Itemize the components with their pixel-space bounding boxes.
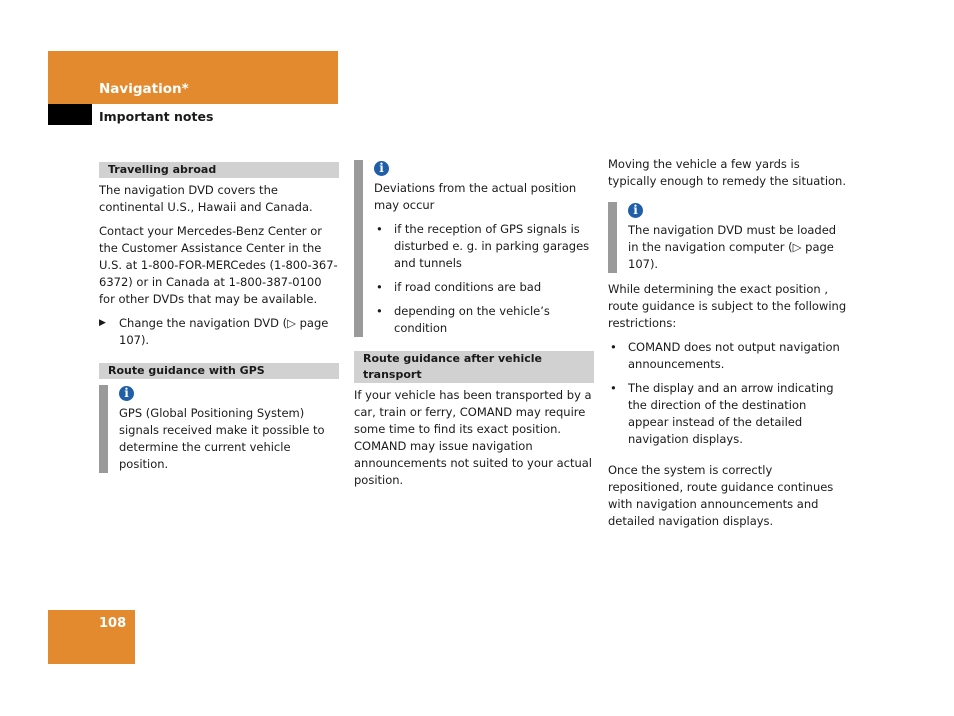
info-note [99, 385, 339, 473]
info-text: The navigation DVD must be loaded in the navigation computer (▷ page 107). [628, 223, 837, 271]
chapter-title: Navigation* [99, 81, 189, 97]
list-item: • if the reception of GPS signals is disturbed e. g. in parking garages and tunnels [374, 221, 594, 272]
column-left [99, 162, 339, 481]
column-right [608, 156, 848, 537]
header-bar [48, 51, 338, 104]
section-heading-travelling-abroad: Travelling abroad [99, 162, 339, 178]
paragraph: Contact your Mercedes-Benz Center or the Customer Assistance Center in the U.S. at 1-800-FOR-MERCedes (1-800-367-6372) or in Canada at 1-800-387-0100 for other DVDs that may be available. [99, 224, 338, 306]
info-text: Deviations from the actual position may occur [374, 181, 577, 212]
bullet-list [374, 221, 594, 337]
list-item: • COMAND does not output navigation announcements. [608, 339, 848, 373]
list-item: • The display and an arrow indicating the direction of the destination appear instead of the detailed navigation displays. [608, 380, 848, 448]
section-heading-route-guidance-gps: Route guidance with GPS [99, 363, 339, 379]
info-icon: i [628, 203, 643, 218]
info-icon: i [374, 161, 389, 176]
paragraph: If your vehicle has been transported by a car, train or ferry, COMAND may require some time to find its exact position. COMAND may issue navigation announcements not suited to your actual position. [354, 388, 592, 487]
info-icon: i [119, 386, 134, 401]
paragraph: Moving the vehicle a few yards is typically enough to remedy the situation. [608, 157, 846, 188]
page-number: 108 [99, 616, 127, 631]
column-middle [354, 160, 594, 496]
paragraph: The navigation DVD covers the continental U.S., Hawaii and Canada. [99, 183, 313, 214]
section-subtitle: Important notes [99, 109, 214, 124]
instruction-text: Change the navigation DVD (▷ page 107). [119, 316, 329, 347]
list-item: • if road conditions are bad [374, 279, 594, 296]
section-heading-route-guidance-transport: Route guidance after vehicle transport [354, 351, 594, 383]
triangle-right-icon: ▶ [99, 318, 106, 328]
paragraph: While determining the exact position , route guidance is subject to the following restrictions: [608, 282, 847, 330]
paragraph: Once the system is correctly repositioned, route guidance continues with navigation announcements and detailed navigation displays. [608, 463, 834, 528]
section-tab-marker [48, 104, 92, 125]
info-note [608, 202, 848, 273]
info-text: GPS (Global Positioning System) signals received make it possible to determine the current vehicle position. [119, 406, 325, 471]
info-note [354, 160, 594, 337]
list-item: • depending on the vehicle’s condition [374, 303, 594, 337]
instruction-step [99, 315, 339, 349]
bullet-list [608, 339, 848, 448]
